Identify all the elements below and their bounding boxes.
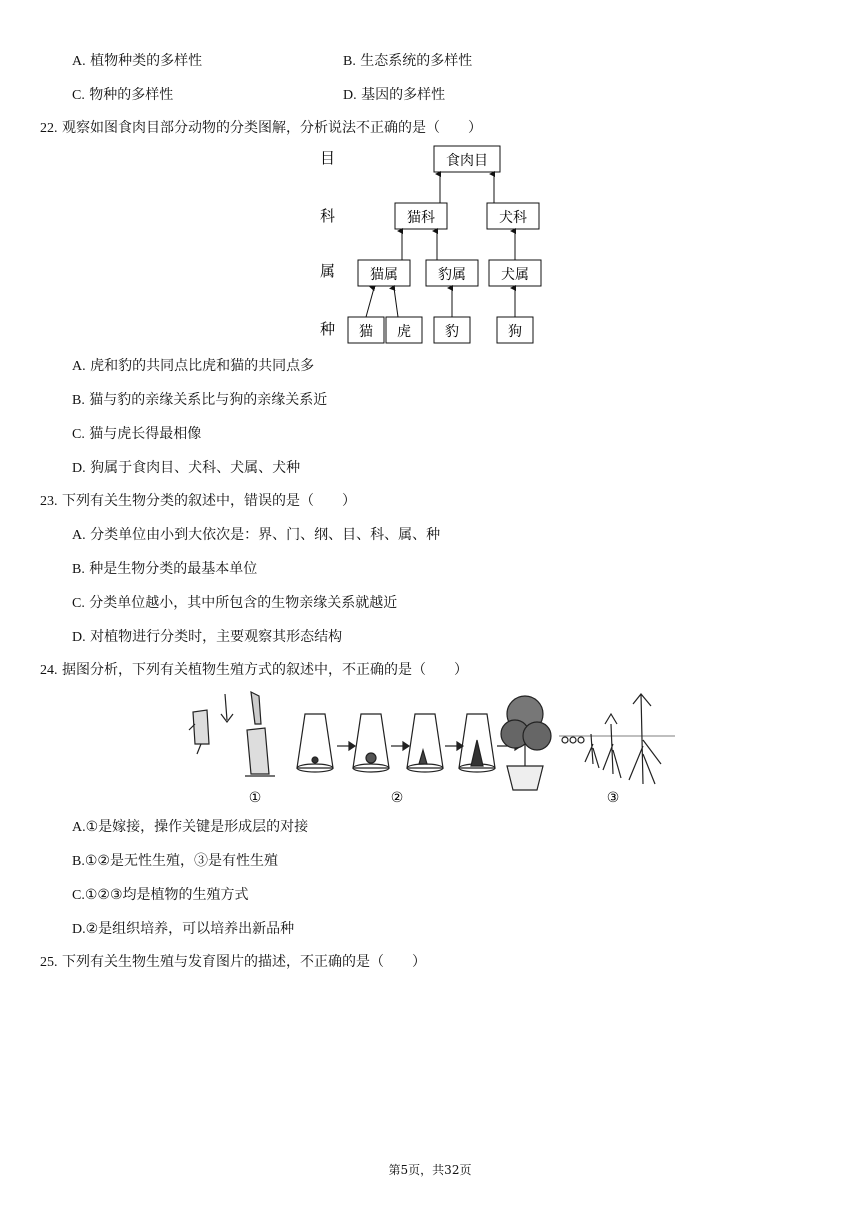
q24-stem: 24. 据图分析，下列有关植物生殖方式的叙述中，不正确的是（ ） <box>40 662 468 678</box>
species-label-leopard: 豹 <box>445 324 459 340</box>
q25-stem: 25. 下列有关生物生殖与发育图片的描述，不正确的是（ ） <box>40 954 426 970</box>
q21-option-d: D. 基因的多样性 <box>343 87 446 103</box>
q24-option-d: D.②是组织培养，可以培养出新品种 <box>72 921 295 937</box>
species-label-cat: 猫 <box>359 324 373 340</box>
order-label: 食肉目 <box>446 153 488 169</box>
figure-label-3: ③ <box>606 790 620 806</box>
family-label-dog: 犬科 <box>499 210 527 226</box>
diagram-arrows <box>366 174 515 317</box>
q24-option-b: B.①②是无性生殖，③是有性生殖 <box>72 853 278 869</box>
genus-label-cat: 猫属 <box>370 267 398 283</box>
rank-species-label: 种 <box>320 320 336 338</box>
q21-option-b: B. 生态系统的多样性 <box>343 53 473 69</box>
page-number-footer: 第5页，共32页 <box>388 1163 472 1177</box>
rank-order-label: 目 <box>320 149 336 167</box>
q24-option-c: C.①②③均是植物的生殖方式 <box>72 887 249 903</box>
plant-reproduction-figure <box>185 684 680 808</box>
q21-option-c: C. 物种的多样性 <box>72 87 174 103</box>
figure-label-1: ① <box>248 790 262 806</box>
q22-option-b: B. 猫与豹的亲缘关系比与狗的亲缘关系近 <box>72 392 328 408</box>
q22-option-d: D. 狗属于食肉目、犬科、犬属、犬种 <box>72 460 301 476</box>
figure-label-2: ② <box>390 790 404 806</box>
family-label-cat: 猫科 <box>407 210 435 226</box>
tissue-culture-illustration <box>297 696 551 790</box>
q23-stem: 23. 下列有关生物分类的叙述中，错误的是（ ） <box>40 493 356 509</box>
genus-label-leopard: 豹属 <box>438 267 466 283</box>
q24-option-a: A.①是嫁接，操作关键是形成层的对接 <box>72 819 309 835</box>
q23-option-c: C. 分类单位越小，其中所包含的生物亲缘关系就越近 <box>72 595 398 611</box>
q22-option-c: C. 猫与虎长得最相像 <box>72 426 202 442</box>
q22-option-a: A. 虎和豹的共同点比虎和猫的共同点多 <box>72 358 315 374</box>
rank-genus-label: 属 <box>320 262 336 280</box>
genus-label-dog: 犬属 <box>501 267 529 283</box>
taxonomy-diagram <box>312 140 542 346</box>
species-label-tiger: 虎 <box>397 324 411 340</box>
seedling-illustration <box>559 694 675 784</box>
rank-family-label: 科 <box>320 207 336 225</box>
q21-option-a: A. 植物种类的多样性 <box>72 53 203 69</box>
species-label-dog: 狗 <box>508 324 522 340</box>
q22-stem: 22. 观察如图食肉目部分动物的分类图解，分析说法不正确的是（ ） <box>40 120 482 136</box>
q23-option-a: A. 分类单位由小到大依次是：界、门、纲、目、科、属、种 <box>72 527 441 543</box>
grafting-illustration <box>189 692 275 776</box>
q23-option-b: B. 种是生物分类的最基本单位 <box>72 561 258 577</box>
q23-option-d: D. 对植物进行分类时，主要观察其形态结构 <box>72 629 343 645</box>
